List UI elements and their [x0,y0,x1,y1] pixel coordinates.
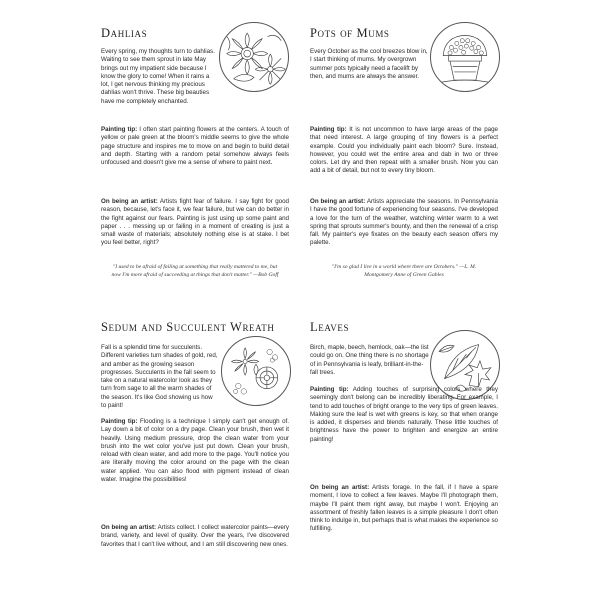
section-mums [310,22,498,307]
section-title: Leaves [310,320,350,334]
dahlia-illustration [219,22,289,92]
being-artist-label: On being an artist: [310,198,366,205]
being-artist [101,198,289,248]
intro-text: Birch, maple, beech, hemlock, oak—the list could go on. One thing there is no shortage of in Pennsylvania is leafy, brilliant-in-the-fall trees. [310,344,429,376]
section-sedum [101,318,289,580]
being-artist-label: On being an artist: [310,484,370,491]
section-leaves [310,318,498,580]
succulent-wreath-icon [222,337,290,405]
painting-tip [101,126,289,167]
being-artist-text: Artists fight fear of failure. I say fight for good reason, because, let's face it, we fear failure, but we can do better in the fight against our fears. Painting is just using up some paint and paper . . . messing up or failing in a moment of creating is just a small waste of materials; absolutely nothing else is at stake. I bet you feel better, right? [101,198,289,247]
painting-tip-label: Painting tip: [101,418,138,425]
painting-tip-text: Flooding is a technique I simply can't get enough of. Lay down a bit of color on a dry page. Clean your brush, then wet it heavily. Using medium pressure, drop the clean water from your brush into the wet color you've just put down. Clean your brush, reload with clean water, and add more to the page. You'll notice you are literally moving the color around on the page with the clean water applied. You can also flood with pigment instead of clean water. Imagine the possibilities! [101,418,289,484]
succulent-illustration [221,336,291,406]
being-artist-text: Artists collect. I collect watercolor paints—every brand, variety, and level of quality. Over the years, I've discovered favorites that I can't live without, and I am still discovering new ones. [101,524,289,548]
being-artist [310,484,498,534]
painting-tip-text: Adding touches of surprising colors where they seemingly don't belong can be incredibly liberating. For example, I tend to add touches of bright orange to the very tips of green leaves. Making sure the leaf is wet with greens is key, so that when orange is added, it disperses and blends naturally. These little touches of brightness have the power to brighten and energize an entire painting! [310,386,498,443]
section-title: Sedum and Succulent Wreath [101,320,275,334]
being-artist-text: Artists forage. In the fall, if I have a spare moment, I love to collect a few leaves. Maybe I'll photograph them, maybe I'll paint them right away, but maybe I won't. Enjoying an assortment of freshly fallen leaves is a simple pleasure I don't often think to indulge in, but perhaps that is what makes the experience so fulfilling. [310,484,498,533]
section-dahlias [101,22,289,307]
intro-text: Every spring, my thoughts turn to dahlias. Waiting to see them sprout in late May brings out my impatient side because I know the glory to come! When it rains a lot, I get nervous thinking my precious dahlias won't thrive. These big beauties have me completely enchanted. [101,48,215,105]
painting-tip-label: Painting tip: [310,386,349,393]
quote: "I'm so glad I live in a world where there are Octobers." —L. M. Montgomery Anne of Green Gables [331,264,477,278]
potted-mums-icon [431,23,499,91]
mums-illustration [430,22,500,92]
section-title: Pots of Mums [310,26,390,40]
painting-tip-label: Painting tip: [101,126,138,133]
section-title: Dahlias [101,26,148,40]
being-artist [310,198,498,248]
painting-tip [310,126,498,176]
being-artist-label: On being an artist: [101,524,157,531]
being-artist [101,524,289,549]
being-artist-text: Artists appreciate the seasons. In Pennsylvania I have the good fortune of experiencing four seasons. I've developed a love for the turn of the weather, watching winter warm to a wet spring that sprouts summer's bounty, and then the renewal of a crisp fall. My painter's eye fixates on the beauty each season offers my palette. [310,198,498,247]
quote: "I used to be afraid of failing at something that really mattered to me, but now I'm more afraid of succeeding at things that don't matter." —Bob Goff [111,264,279,278]
intro-text: Fall is a splendid time for succulents. Different varieties turn shades of gold, red, and amber as the growing season progresses. Succulents in the fall seem to take on a natural watercolor look as they turn from sage to all the warm shades of the season. It's like God showing us how to paint! [101,344,218,410]
painting-tip [101,418,289,484]
dahlia-icon [220,23,288,91]
painting-tip-text: It is not uncommon to have large areas of the page that need interest. A large grouping of tiny flowers is a perfect example. Could you individually paint each bloom? Sure. Instead, however, you could wet the entire area and dab in two or three colors. Let dry and then repeat with a smaller brush. Now you can add a bit of detail, but not to every tiny bloom. [310,126,498,175]
painting-tip-label: Painting tip: [310,126,347,133]
painting-tip-text: I often start painting flowers at the centers. A touch of yellow or pale green at the bloom's middle seems to give the whole page structure and inspires me to move on and begin to build detail and depth. Starting with a random petal somehow always feels unfocused and doesn't give me a sense of where to paint next. [101,126,289,167]
painting-tip [310,386,498,444]
being-artist-label: On being an artist: [101,198,158,205]
intro-text: Every October as the cool breezes blow in, I start thinking of mums. My overgrown summer pots typically need a facelift by then, and mums are always the answer. [310,48,428,80]
